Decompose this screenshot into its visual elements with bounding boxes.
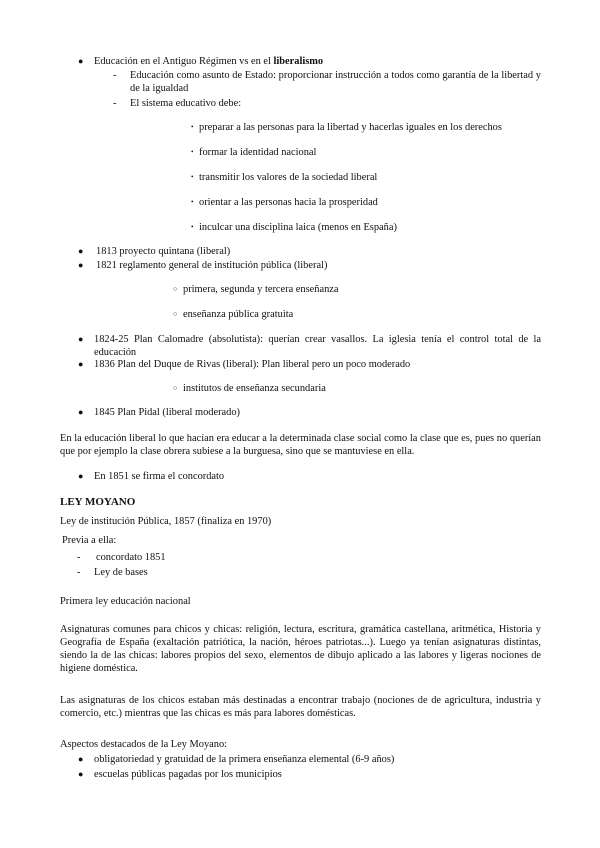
small-bullet-icon: ○ bbox=[173, 285, 178, 293]
sub-item-state: Educación como asunto de Estado: proporcionar instrucción a todos como garantía de la libertad y de la igualdad bbox=[130, 70, 541, 94]
previa-label: Previa a ella: bbox=[62, 535, 117, 546]
sub-item-system: El sistema educativo debe: bbox=[130, 98, 242, 109]
aim-item: orientar a las personas hacia la prosperidad bbox=[199, 197, 378, 208]
dash-icon: - bbox=[77, 552, 81, 563]
small-bullet-icon: ○ bbox=[173, 384, 178, 392]
previa-item: concordato 1851 bbox=[96, 552, 166, 563]
first-law-label: Primera ley educación nacional bbox=[60, 596, 191, 607]
dash-icon: - bbox=[77, 567, 81, 578]
bullet-icon: ● bbox=[78, 246, 84, 256]
sub-item-1821: enseñanza pública gratuita bbox=[183, 309, 294, 320]
bullet-icon: ● bbox=[78, 407, 84, 417]
aspect-item: escuelas públicas pagadas por los municipios bbox=[94, 769, 282, 780]
sub-item-1821: primera, segunda y tercera enseñanza bbox=[183, 284, 339, 295]
sub-item-1836: institutos de enseñanza secundaria bbox=[183, 383, 326, 394]
bullet-icon: ● bbox=[78, 769, 84, 779]
small-bullet-icon: ○ bbox=[173, 310, 178, 318]
aim-item: transmitir los valores de la sociedad liberal bbox=[199, 172, 378, 183]
bullet-icon: ● bbox=[78, 334, 84, 344]
bullet-icon: ● bbox=[78, 260, 84, 270]
paragraph-subjects: Asignaturas comunes para chicos y chicas: religión, lectura, escritura, gramática castellana, aritmética, Historia y Geografía de España (exaltación patriótica, la nación, héroes patriotas...). Luego ya tenían asignaturas distintas, siendo la de las chicas: labores propios del sexo, elementos de dibujo aplicado a las labores y ligeras nociones de higiene doméstica. bbox=[60, 624, 541, 674]
section-title-text: Educación en el Antiguo Régimen vs en el bbox=[94, 56, 274, 67]
moyano-subtitle: Ley de institución Pública, 1857 (finaliza en 1970) bbox=[60, 516, 272, 527]
small-bullet-icon: • bbox=[191, 223, 194, 231]
timeline-item-1813: 1813 proyecto quintana (liberal) bbox=[96, 246, 231, 257]
paragraph-liberal: En la educación liberal lo que hacían era educar a la determinada clase social como la clase que es, pues no querían que por ejemplo la clase obrera subiese a la burguesa, sino que se mantuviese en ella. bbox=[60, 433, 541, 457]
small-bullet-icon: • bbox=[191, 148, 194, 156]
dash-icon: - bbox=[113, 98, 117, 109]
item-1851: En 1851 se firma el concordato bbox=[94, 471, 225, 482]
small-bullet-icon: • bbox=[191, 123, 194, 131]
timeline-item-1821: 1821 reglamento general de institución pública (liberal) bbox=[96, 260, 328, 271]
timeline-item-1845: 1845 Plan Pidal (liberal moderado) bbox=[94, 407, 241, 418]
bullet-icon: ● bbox=[78, 359, 84, 369]
aspects-title: Aspectos destacados de la Ley Moyano: bbox=[60, 739, 228, 750]
section-title bbox=[94, 55, 323, 68]
section-title-bold: liberalismo bbox=[273, 56, 324, 67]
previa-item: Ley de bases bbox=[94, 567, 148, 578]
heading-ley-moyano: LEY MOYANO bbox=[60, 496, 136, 508]
bullet-icon: ● bbox=[78, 56, 84, 66]
aim-item: preparar a las personas para la libertad y hacerlas iguales en los derechos bbox=[199, 122, 502, 133]
dash-icon: - bbox=[113, 70, 117, 81]
timeline-item-1824: 1824-25 Plan Calomadre (absolutista): querían crear vasallos. La iglesia tenía el control total de la educación bbox=[94, 334, 541, 358]
small-bullet-icon: • bbox=[191, 173, 194, 181]
aim-item: formar la identidad nacional bbox=[199, 147, 317, 158]
timeline-item-1836: 1836 Plan del Duque de Rivas (liberal): Plan liberal pero un poco moderado bbox=[94, 359, 411, 370]
bullet-icon: ● bbox=[78, 471, 84, 481]
aim-item: inculcar una disciplina laica (menos en España) bbox=[199, 222, 397, 233]
bullet-icon: ● bbox=[78, 754, 84, 764]
aspect-item: obligatoriedad y gratuidad de la primera enseñanza elemental (6-9 años) bbox=[94, 754, 395, 765]
paragraph-boys: Las asignaturas de los chicos estaban más destinadas a encontrar trabajo (nociones de de agricultura, industria y comercio, etc.) mientras que las chicas es más para labores domésticas. bbox=[60, 695, 541, 719]
small-bullet-icon: • bbox=[191, 198, 194, 206]
